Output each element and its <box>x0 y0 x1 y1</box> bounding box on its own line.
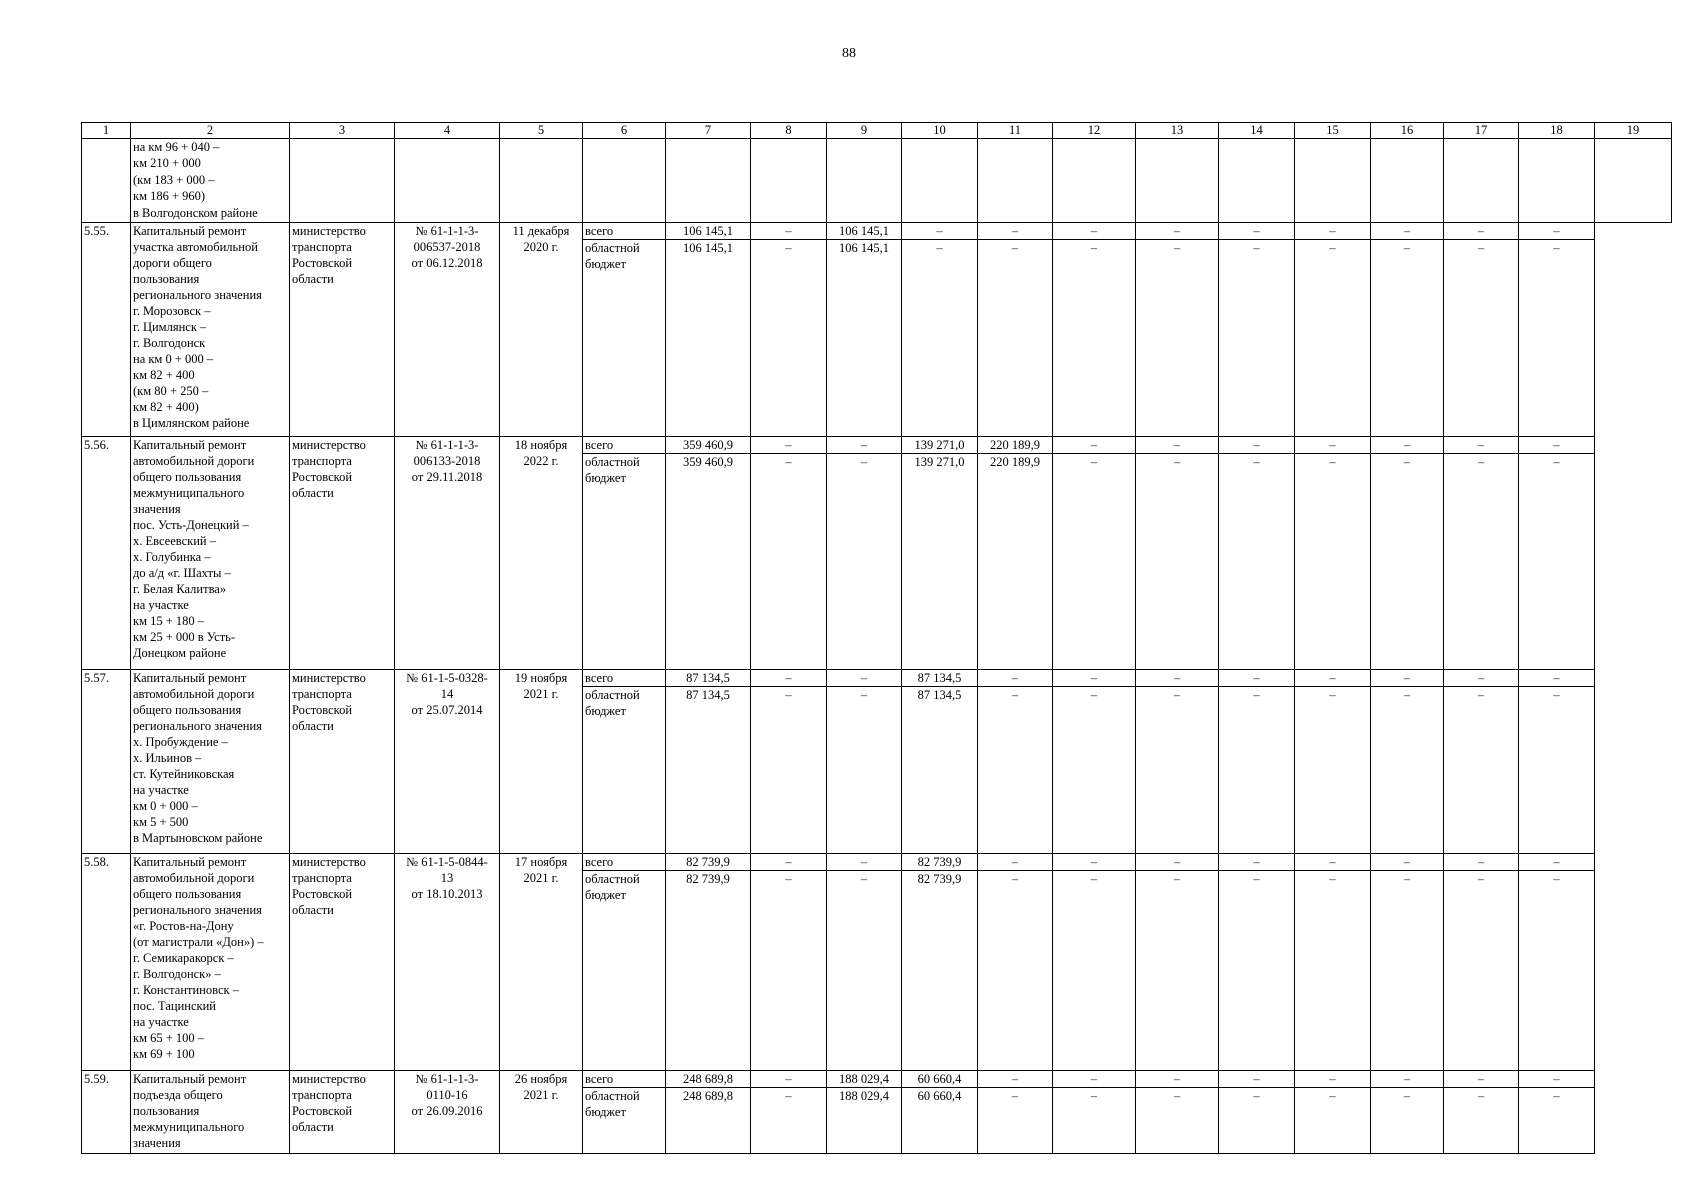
empty-cell <box>1219 139 1295 223</box>
column-number: 4 <box>395 123 500 139</box>
empty-value: – <box>1053 1071 1136 1088</box>
empty-value: – <box>1295 1088 1371 1154</box>
empty-value: – <box>1053 223 1136 240</box>
empty-value: – <box>1053 871 1136 1071</box>
empty-value: – <box>751 854 827 871</box>
entry-row-total <box>82 223 1672 240</box>
empty-value: – <box>1371 1071 1444 1088</box>
column-number: 13 <box>1136 123 1219 139</box>
empty-value: – <box>1371 437 1444 454</box>
empty-cell <box>1136 139 1219 223</box>
empty-value: – <box>978 240 1053 437</box>
amount-value: 248 689,8 <box>666 1088 751 1154</box>
column-number: 11 <box>978 123 1053 139</box>
amount-value: 82 739,9 <box>666 854 751 871</box>
empty-cell <box>666 139 751 223</box>
empty-value: – <box>1519 871 1595 1071</box>
empty-value: – <box>1136 1088 1219 1154</box>
continuation-row <box>82 139 1672 223</box>
entry-document: № 61-1-5-0328- 14 от 25.07.2014 <box>395 670 500 854</box>
empty-value: – <box>1219 670 1295 687</box>
empty-value: – <box>902 223 978 240</box>
empty-value: – <box>1136 687 1219 854</box>
empty-cell <box>902 139 978 223</box>
entry-number: 5.57. <box>82 670 131 854</box>
empty-value: – <box>1519 1088 1595 1154</box>
empty-value: – <box>1371 670 1444 687</box>
entry-deadline: 19 ноября 2021 г. <box>500 670 583 854</box>
empty-value: – <box>1136 223 1219 240</box>
empty-value: – <box>1136 670 1219 687</box>
empty-value: – <box>1136 437 1219 454</box>
empty-value: – <box>751 223 827 240</box>
empty-value: – <box>1219 240 1295 437</box>
empty-value: – <box>1444 1088 1519 1154</box>
empty-value: – <box>751 454 827 670</box>
empty-value: – <box>1136 240 1219 437</box>
empty-value: – <box>978 854 1053 871</box>
amount-value: 359 460,9 <box>666 454 751 670</box>
column-number: 3 <box>290 123 395 139</box>
empty-value: – <box>751 871 827 1071</box>
entry-row-total <box>82 670 1672 687</box>
empty-cell <box>827 139 902 223</box>
empty-value: – <box>1444 437 1519 454</box>
empty-value: – <box>1295 871 1371 1071</box>
empty-value: – <box>1519 1071 1595 1088</box>
column-number: 14 <box>1219 123 1295 139</box>
empty-value: – <box>751 1088 827 1154</box>
funding-source: областной бюджет <box>583 1088 666 1154</box>
empty-value: – <box>1053 670 1136 687</box>
empty-value: – <box>827 437 902 454</box>
entry-deadline: 18 ноября 2022 г. <box>500 437 583 670</box>
amount-value: 82 739,9 <box>902 871 978 1071</box>
empty-value: – <box>1053 240 1136 437</box>
amount-value: 106 145,1 <box>827 223 902 240</box>
amount-value: 87 134,5 <box>666 687 751 854</box>
empty-value: – <box>1519 223 1595 240</box>
amount-value: 139 271,0 <box>902 437 978 454</box>
entry-document: № 61-1-1-3- 006133-2018 от 29.11.2018 <box>395 437 500 670</box>
empty-cell <box>290 139 395 223</box>
empty-cell <box>1371 139 1444 223</box>
empty-value: – <box>1519 687 1595 854</box>
empty-cell <box>751 139 827 223</box>
empty-value: – <box>827 854 902 871</box>
empty-cell <box>1444 139 1519 223</box>
empty-value: – <box>1295 687 1371 854</box>
funding-source: областной бюджет <box>583 454 666 670</box>
empty-cell <box>978 139 1053 223</box>
column-number: 6 <box>583 123 666 139</box>
continuation-text: на км 96 + 040 – км 210 + 000 (км 183 + 000 – км 186 + 960) в Волгодонском районе <box>131 139 290 223</box>
empty-value: – <box>1371 454 1444 670</box>
column-number: 7 <box>666 123 751 139</box>
empty-cell <box>1295 139 1371 223</box>
entry-object: Капитальный ремонт автомобильной дороги общего пользования межмуниципального значения пос. Усть-Донецкий – х. Евсеевский – х. Голубинка – до а/д «г. Шахты – г. Белая Калитва» на участке км 15 + 180 – км 25 + 000 в Усть- Донецком районе <box>131 437 290 670</box>
entry-document: № 61-1-1-3- 006537-2018 от 06.12.2018 <box>395 223 500 437</box>
empty-value: – <box>1219 223 1295 240</box>
amount-value: 106 145,1 <box>666 223 751 240</box>
empty-value: – <box>1295 223 1371 240</box>
empty-value: – <box>751 687 827 854</box>
empty-value: – <box>1519 854 1595 871</box>
empty-value: – <box>1371 687 1444 854</box>
empty-value: – <box>1295 670 1371 687</box>
funding-source: всего <box>583 437 666 454</box>
empty-value: – <box>751 1071 827 1088</box>
column-number: 15 <box>1295 123 1371 139</box>
entry-number: 5.58. <box>82 854 131 1071</box>
empty-value: – <box>1219 871 1295 1071</box>
funding-source: областной бюджет <box>583 240 666 437</box>
empty-value: – <box>827 687 902 854</box>
column-number: 17 <box>1444 123 1519 139</box>
entry-customer: министерство транспорта Ростовской области <box>290 854 395 1071</box>
entry-customer: министерство транспорта Ростовской области <box>290 437 395 670</box>
amount-value: 82 739,9 <box>902 854 978 871</box>
entry-object: Капитальный ремонт подъезда общего пользования межмуниципального значения <box>131 1071 290 1154</box>
amount-value: 87 134,5 <box>902 687 978 854</box>
empty-value: – <box>978 223 1053 240</box>
empty-value: – <box>1519 670 1595 687</box>
empty-value: – <box>751 670 827 687</box>
entry-customer: министерство транспорта Ростовской области <box>290 1071 395 1154</box>
entry-deadline: 26 ноября 2021 г. <box>500 1071 583 1154</box>
entry-number: 5.55. <box>82 223 131 437</box>
entry-row-total <box>82 1071 1672 1088</box>
empty-cell <box>583 139 666 223</box>
empty-value: – <box>1519 437 1595 454</box>
empty-value: – <box>978 687 1053 854</box>
entry-number: 5.56. <box>82 437 131 670</box>
empty-value: – <box>1136 854 1219 871</box>
empty-value: – <box>1136 1071 1219 1088</box>
entry-row-total <box>82 437 1672 454</box>
amount-value: 188 029,4 <box>827 1088 902 1154</box>
amount-value: 87 134,5 <box>902 670 978 687</box>
empty-cell <box>1519 139 1595 223</box>
empty-value: – <box>751 240 827 437</box>
registry-table <box>81 122 1672 1154</box>
funding-source: всего <box>583 1071 666 1088</box>
page-number: 88 <box>842 46 856 61</box>
empty-value: – <box>1295 454 1371 670</box>
column-number-row <box>82 123 1672 139</box>
empty-value: – <box>1444 670 1519 687</box>
empty-value: – <box>827 670 902 687</box>
empty-value: – <box>1371 223 1444 240</box>
column-number: 1 <box>82 123 131 139</box>
empty-value: – <box>1219 854 1295 871</box>
amount-value: 359 460,9 <box>666 437 751 454</box>
empty-cell <box>500 139 583 223</box>
entry-object: Капитальный ремонт участка автомобильной дороги общего пользования регионального значения г. Морозовск – г. Цимлянск – г. Волгодонск на км 0 + 000 – км 82 + 400 (км 80 + 250 – км 82 + 400) в Цимлянском районе <box>131 223 290 437</box>
empty-value: – <box>1444 1071 1519 1088</box>
entry-document: № 61-1-5-0844- 13 от 18.10.2013 <box>395 854 500 1071</box>
empty-value: – <box>1136 454 1219 670</box>
funding-source: всего <box>583 670 666 687</box>
column-number: 16 <box>1371 123 1444 139</box>
empty-value: – <box>978 670 1053 687</box>
funding-source: областной бюджет <box>583 871 666 1071</box>
amount-value: 139 271,0 <box>902 454 978 670</box>
empty-value: – <box>1519 454 1595 670</box>
column-number: 8 <box>751 123 827 139</box>
empty-value: – <box>1219 437 1295 454</box>
empty-value: – <box>1444 871 1519 1071</box>
funding-source: всего <box>583 854 666 871</box>
empty-value: – <box>1053 454 1136 670</box>
empty-value: – <box>1371 871 1444 1071</box>
empty-value: – <box>1444 454 1519 670</box>
empty-value: – <box>1219 454 1295 670</box>
funding-source: всего <box>583 223 666 240</box>
amount-value: 106 145,1 <box>666 240 751 437</box>
column-number: 2 <box>131 123 290 139</box>
empty-value: – <box>1053 437 1136 454</box>
column-number: 5 <box>500 123 583 139</box>
column-number: 9 <box>827 123 902 139</box>
empty-cell <box>82 139 131 223</box>
empty-cell <box>1053 139 1136 223</box>
empty-value: – <box>1053 1088 1136 1154</box>
empty-value: – <box>1053 687 1136 854</box>
amount-value: 82 739,9 <box>666 871 751 1071</box>
empty-value: – <box>902 240 978 437</box>
funding-source: областной бюджет <box>583 687 666 854</box>
entry-number: 5.59. <box>82 1071 131 1154</box>
empty-value: – <box>1136 871 1219 1071</box>
empty-value: – <box>1444 687 1519 854</box>
entry-customer: министерство транспорта Ростовской области <box>290 223 395 437</box>
empty-value: – <box>1371 240 1444 437</box>
empty-value: – <box>1219 1088 1295 1154</box>
entry-deadline: 17 ноября 2021 г. <box>500 854 583 1071</box>
amount-value: 220 189,9 <box>978 454 1053 670</box>
amount-value: 248 689,8 <box>666 1071 751 1088</box>
empty-value: – <box>978 1071 1053 1088</box>
column-number: 12 <box>1053 123 1136 139</box>
entry-deadline: 11 декабря 2020 г. <box>500 223 583 437</box>
column-number: 18 <box>1519 123 1595 139</box>
amount-value: 60 660,4 <box>902 1071 978 1088</box>
column-number: 10 <box>902 123 978 139</box>
column-number: 19 <box>1595 123 1672 139</box>
empty-value: – <box>1219 687 1295 854</box>
empty-value: – <box>1295 854 1371 871</box>
entry-object: Капитальный ремонт автомобильной дороги общего пользования регионального значения «г. Ростов-на-Дону (от магистрали «Дон») – г. Семикаракорск – г. Волгодонск» – г. Константиновск – пос. Тацинский на участке км 65 + 100 – км 69 + 100 <box>131 854 290 1071</box>
empty-value: – <box>1295 437 1371 454</box>
empty-value: – <box>751 437 827 454</box>
empty-value: – <box>1295 1071 1371 1088</box>
empty-value: – <box>978 1088 1053 1154</box>
empty-value: – <box>1444 854 1519 871</box>
amount-value: 87 134,5 <box>666 670 751 687</box>
entry-document: № 61-1-1-3- 0110-16 от 26.09.2016 <box>395 1071 500 1154</box>
entry-row-total <box>82 854 1672 871</box>
empty-value: – <box>1371 854 1444 871</box>
entry-object: Капитальный ремонт автомобильной дороги общего пользования регионального значения х. Пробуждение – х. Ильинов – ст. Кутейниковская на участке км 0 + 000 – км 5 + 500 в Мартыновском районе <box>131 670 290 854</box>
empty-cell <box>1595 139 1672 223</box>
empty-value: – <box>1444 240 1519 437</box>
empty-value: – <box>1053 854 1136 871</box>
amount-value: 106 145,1 <box>827 240 902 437</box>
amount-value: 220 189,9 <box>978 437 1053 454</box>
empty-value: – <box>1219 1071 1295 1088</box>
entry-customer: министерство транспорта Ростовской области <box>290 670 395 854</box>
empty-value: – <box>1519 240 1595 437</box>
amount-value: 60 660,4 <box>902 1088 978 1154</box>
empty-value: – <box>827 454 902 670</box>
empty-value: – <box>978 871 1053 1071</box>
empty-value: – <box>1295 240 1371 437</box>
amount-value: 188 029,4 <box>827 1071 902 1088</box>
empty-value: – <box>827 871 902 1071</box>
empty-value: – <box>1371 1088 1444 1154</box>
empty-value: – <box>1444 223 1519 240</box>
empty-cell <box>395 139 500 223</box>
